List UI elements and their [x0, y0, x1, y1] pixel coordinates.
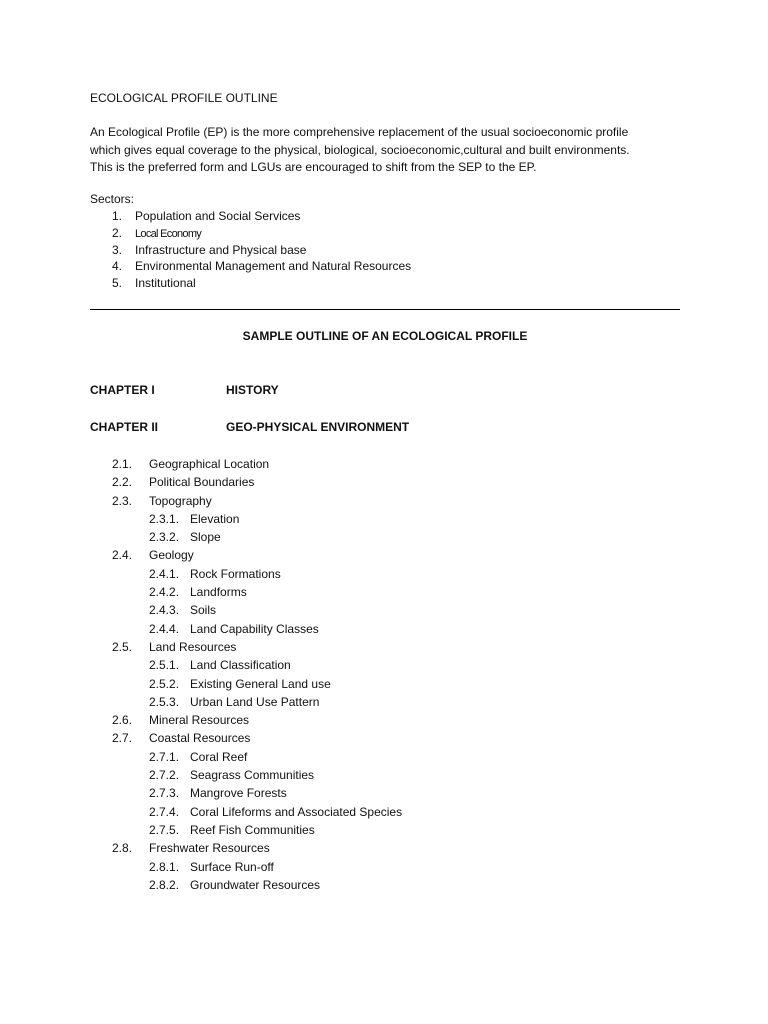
- outline-number: 2.4.2.: [149, 585, 180, 600]
- intro-paragraph: [90, 124, 690, 177]
- outline-item: [112, 473, 402, 491]
- chapter-number: CHAPTER I: [90, 383, 155, 397]
- outline-subitem: [112, 803, 402, 821]
- sectors-label: Sectors:: [90, 192, 135, 206]
- outline-number: 2.7.1.: [149, 749, 180, 764]
- sector-label: Population and Social Services: [135, 209, 301, 223]
- sector-item: [112, 225, 411, 242]
- sector-item: [112, 242, 411, 259]
- outline-number: 2.4.: [112, 548, 133, 563]
- outline-label: Mineral Resources: [149, 713, 250, 728]
- outline-subitem: [112, 693, 402, 711]
- outline-number: 2.4.1.: [149, 566, 180, 581]
- sector-label: Local Economy: [135, 227, 202, 240]
- outline-label: Coral Lifeforms and Associated Species: [190, 804, 403, 819]
- outline-number: 2.7.: [112, 731, 133, 746]
- outline-label: Landforms: [190, 585, 247, 600]
- sector-number: 5.: [112, 276, 123, 291]
- outline-number: 2.5.: [112, 639, 133, 654]
- outline-subitem: [112, 620, 402, 638]
- outline-number: 2.3.2.: [149, 530, 180, 545]
- outline-item: [112, 711, 402, 729]
- outline-subitem: [112, 748, 402, 766]
- outline-number: 2.1.: [112, 457, 133, 471]
- intro-line: This is the preferred form and LGUs are encouraged to shift from the SEP to the EP.: [90, 160, 537, 174]
- outline-subitem: [112, 510, 402, 528]
- outline-number: 2.3.: [112, 493, 133, 508]
- outline-number: 2.2.: [112, 475, 133, 490]
- outline-number: 2.5.2.: [149, 676, 180, 691]
- sample-outline-heading: SAMPLE OUTLINE OF AN ECOLOGICAL PROFILE: [242, 329, 528, 343]
- outline-subitem: [112, 766, 402, 784]
- sector-number: 2.: [112, 225, 123, 240]
- outline-list: [112, 455, 402, 894]
- horizontal-divider: [90, 309, 680, 310]
- outline-number: 2.7.3.: [149, 786, 180, 801]
- document-title: ECOLOGICAL PROFILE OUTLINE: [90, 91, 278, 105]
- outline-subitem: [112, 675, 402, 693]
- outline-number: 2.3.1.: [149, 511, 180, 526]
- outline-label: Coastal Resources: [149, 731, 251, 746]
- chapter-number: CHAPTER II: [90, 420, 159, 434]
- outline-label: Slope: [190, 530, 221, 545]
- sector-item: [112, 258, 411, 275]
- outline-item: [112, 492, 402, 510]
- outline-label: Land Classification: [190, 658, 291, 673]
- outline-subitem: [112, 821, 402, 839]
- outline-label: Geology: [149, 548, 194, 563]
- outline-number: 2.7.4.: [149, 804, 180, 819]
- outline-label: Surface Run-off: [190, 859, 274, 874]
- chapter-title: GEO-PHYSICAL ENVIRONMENT: [226, 420, 410, 434]
- outline-number: 2.8.1.: [149, 859, 180, 874]
- outline-label: Groundwater Resources: [190, 877, 321, 892]
- outline-subitem: [112, 601, 402, 619]
- outline-item: [112, 455, 402, 473]
- sectors-list: [112, 208, 411, 292]
- outline-label: Mangrove Forests: [190, 786, 287, 801]
- sector-label: Institutional: [135, 276, 196, 291]
- outline-number: 2.5.1.: [149, 658, 180, 673]
- outline-number: 2.6.: [112, 713, 133, 728]
- outline-label: Topography: [149, 493, 212, 508]
- outline-label: Seagrass Communities: [190, 768, 315, 783]
- outline-number: 2.8.2.: [149, 877, 180, 892]
- outline-item: [112, 839, 402, 857]
- chapter-heading: [90, 420, 409, 434]
- sector-number: 3.: [112, 242, 123, 257]
- chapter-heading: [90, 383, 279, 397]
- outline-item: [112, 729, 402, 747]
- outline-label: Existing General Land use: [190, 676, 331, 691]
- outline-label: Elevation: [190, 511, 240, 526]
- outline-label: Land Resources: [149, 639, 237, 654]
- outline-label: Land Capability Classes: [190, 621, 319, 636]
- outline-item: [112, 546, 402, 564]
- outline-label: Rock Formations: [190, 566, 281, 581]
- outline-label: Geographical Location: [149, 457, 270, 471]
- outline-number: 2.4.4.: [149, 621, 180, 636]
- outline-number: 2.7.5.: [149, 822, 180, 837]
- outline-label: Urban Land Use Pattern: [190, 694, 320, 709]
- intro-line: which gives equal coverage to the physical, biological, socioeconomic,cultural and built environments.: [90, 142, 630, 157]
- outline-label: Freshwater Resources: [149, 841, 270, 856]
- outline-label: Coral Reef: [190, 749, 248, 764]
- outline-subitem: [112, 583, 402, 601]
- chapter-title: HISTORY: [226, 383, 279, 397]
- outline-subitem: [112, 784, 402, 802]
- outline-number: 2.5.3.: [149, 694, 180, 709]
- outline-label: Reef Fish Communities: [190, 822, 315, 837]
- sector-item: [112, 275, 411, 292]
- outline-label: Political Boundaries: [149, 475, 255, 490]
- outline-subitem: [112, 656, 402, 674]
- sector-number: 1.: [112, 209, 123, 223]
- sector-item: [112, 208, 411, 225]
- intro-line: An Ecological Profile (EP) is the more comprehensive replacement of the usual socioeconomic profile: [90, 125, 629, 139]
- sector-label: Environmental Management and Natural Resources: [135, 259, 412, 274]
- outline-subitem: [112, 876, 402, 894]
- sector-number: 4.: [112, 259, 123, 274]
- outline-number: 2.4.3.: [149, 603, 180, 618]
- sector-label: Infrastructure and Physical base: [135, 242, 307, 257]
- outline-number: 2.7.2.: [149, 768, 180, 783]
- outline-number: 2.8.: [112, 841, 133, 856]
- outline-subitem: [112, 528, 402, 546]
- outline-subitem: [112, 565, 402, 583]
- outline-subitem: [112, 858, 402, 876]
- outline-label: Soils: [190, 603, 217, 618]
- outline-item: [112, 638, 402, 656]
